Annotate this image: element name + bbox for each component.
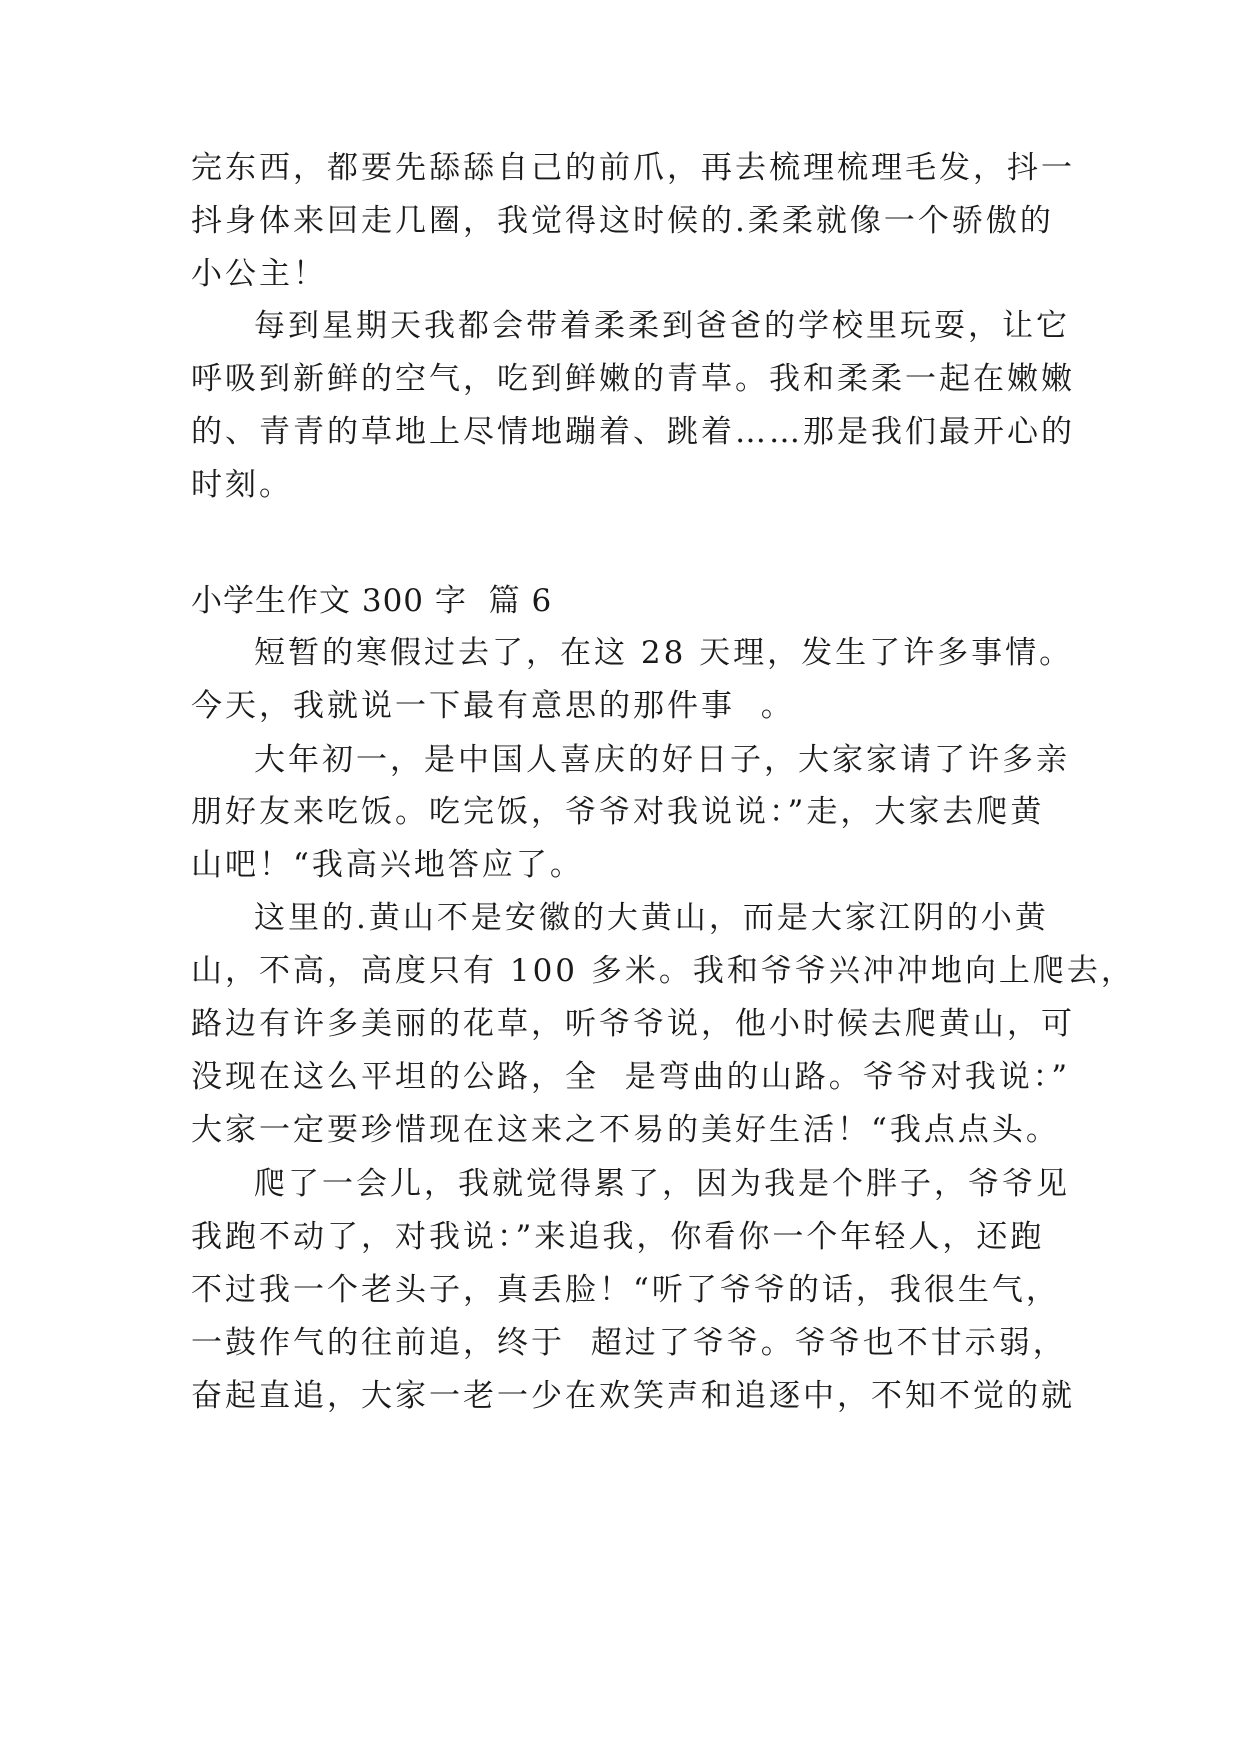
paragraph-line: 时刻。: [191, 467, 293, 503]
paragraph-line: 抖身体来回走几圈，我觉得这时候的.柔柔就像一个骄傲的: [191, 203, 1054, 239]
paragraph-line: 奋起直追，大家一老一少在欢笑声和追逐中，不知不觉的就: [191, 1378, 1075, 1414]
paragraph-line: 山吧！“我高兴地答应了。: [191, 847, 584, 883]
paragraph-line: 我跑不动了，对我说：”来追我，你看你一个年轻人，还跑: [191, 1219, 1045, 1255]
paragraph-line: 呼吸到新鲜的空气，吃到鲜嫩的青草。我和柔柔一起在嫩嫩: [191, 361, 1075, 397]
paragraph-line: 小公主！: [191, 256, 327, 292]
paragraph-line: 不过我一个老头子，真丢脸！“听了爷爷的话，我很生气，: [191, 1272, 1060, 1308]
paragraph-line: 路边有许多美丽的花草，听爷爷说，他小时候去爬黄山，可: [191, 1006, 1075, 1042]
paragraph-line: 的、青青的草地上尽情地蹦着、跳着……那是我们最开心的: [191, 414, 1075, 450]
paragraph-line: 一鼓作气的往前追，终于 超过了爷爷。爷爷也不甘示弱，: [191, 1325, 1067, 1361]
paragraph-line: 没现在这么平坦的公路，全 是弯曲的山路。爷爷对我说：”: [191, 1059, 1071, 1095]
paragraph-line: 短暂的寒假过去了，在这 28 天理，发生了许多事情。: [254, 635, 1074, 671]
paragraph-line: 今天，我就说一下最有意思的那件事 。: [191, 688, 795, 724]
paragraph-line: 大家一定要珍惜现在这来之不易的美好生活！“我点点头。: [191, 1112, 1060, 1148]
paragraph-line: 完东西，都要先舔舔自己的前爪，再去梳理梳理毛发，抖一: [191, 150, 1075, 186]
paragraph-line: 每到星期天我都会带着柔柔到爸爸的学校里玩耍，让它: [254, 308, 1070, 344]
section-heading: 小学生作文 300 字 篇 6: [191, 583, 553, 619]
paragraph-line: 朋好友来吃饭。吃完饭，爷爷对我说说：”走，大家去爬黄: [191, 794, 1045, 830]
paragraph-line: 大年初一，是中国人喜庆的好日子，大家家请了许多亲: [254, 742, 1070, 778]
paragraph-line: 山，不高，高度只有 100 多米。我和爷爷兴冲冲地向上爬去，: [191, 953, 1135, 989]
paragraph-line: 爬了一会儿，我就觉得累了，因为我是个胖子，爷爷见: [254, 1166, 1070, 1202]
paragraph-line: 这里的.黄山不是安徽的大黄山，而是大家江阴的小黄: [254, 900, 1049, 936]
